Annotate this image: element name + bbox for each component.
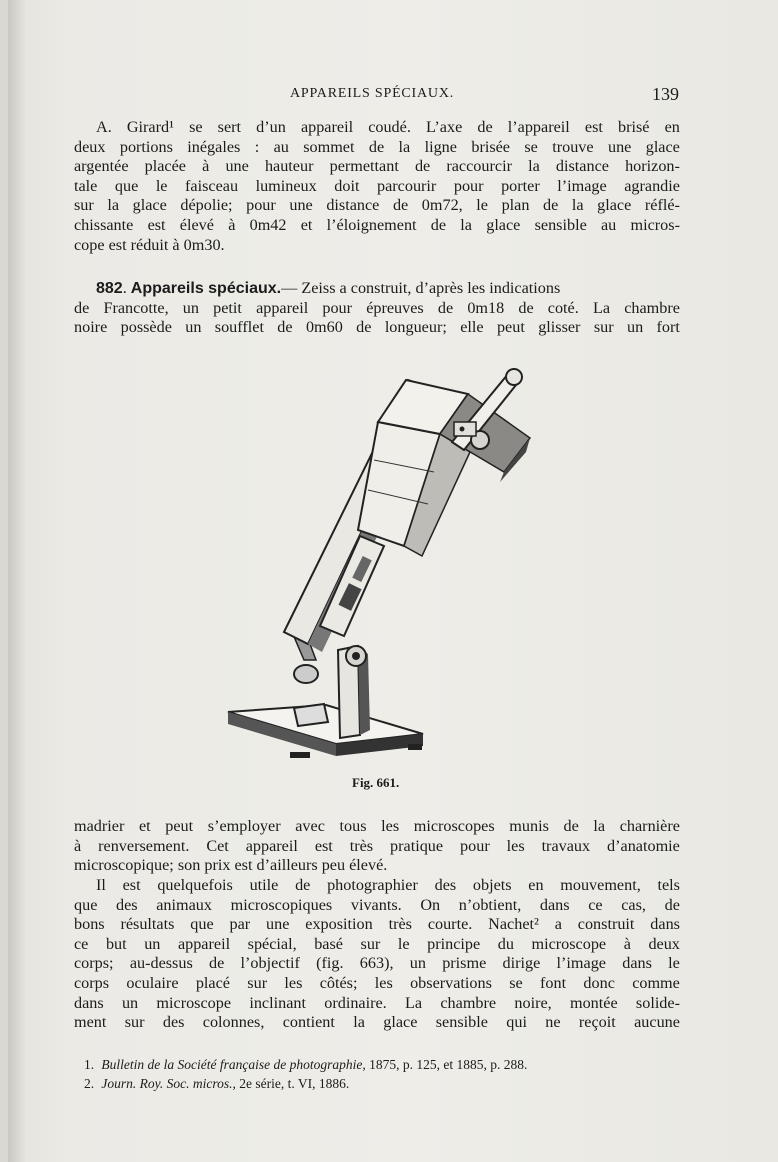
text-line: Il est quelquefois utile de photographier des objets en mouvement, tels [96, 876, 680, 894]
page-header [8, 86, 778, 108]
footnotes [84, 1055, 684, 1093]
text-line: ment sur des colonnes, contient la glace sensible qui ne reçoit aucune [74, 1013, 680, 1032]
zeiss-photomicrographic-apparatus-illustration [208, 360, 568, 780]
text-line: madrier et peut s’employer avec tous les microscopes munis de la charnière [74, 817, 680, 835]
text-line: A. Girard¹ se sert d’un appareil coudé. L’axe de l’appareil est brisé en [96, 118, 680, 136]
text-line: corps; au-dessus de l’objectif (fig. 663), un prisme dirige l’image dans le [74, 954, 680, 973]
text-line: argentée placée à une hauteur permettant de raccourcir la distance horizon- [74, 157, 680, 176]
footnote-details: 1875, p. 125, et 1885, p. 288. [365, 1057, 528, 1072]
paragraph-continuation [74, 817, 680, 876]
text-line: chissante est élevé à 0m42 et l’éloignement de la glace sensible au micros- [74, 215, 680, 234]
text-line: de Francotte, un petit appareil pour épreuves de 0m18 de coté. La chambre [74, 298, 680, 317]
footnote [84, 1074, 684, 1093]
text-line: que des animaux microscopiques vivants. On n’obtient, dans ce cas, de [74, 895, 680, 914]
section-882 [74, 279, 680, 338]
page-number: 139 [652, 84, 679, 104]
text-line: bons résultats que par une exposition très courte. Nachet² a construit dans [74, 915, 680, 934]
footnote-source: Bulletin de la Société française de photographie, [101, 1057, 366, 1072]
text-line: corps oculaire placé sur les côtés; les observations se font donc comme [74, 973, 680, 992]
book-page [8, 0, 778, 1162]
section-heading-line: 882 . Appareils spéciaux. — Zeiss a construit, d’après les indications [96, 279, 561, 297]
text-line: sur la glace dépolie; pour une distance de 0m72, le plan de la glace réflé- [74, 196, 680, 215]
text-line: ce but un appareil spécial, basé sur le principe du microscope à deux [74, 934, 680, 953]
footnote-details: 2e série, t. VI, 1886. [235, 1076, 350, 1091]
text-line: tale que le faisceau lumineux doit parcourir pour porter l’image agrandie [74, 176, 680, 195]
footnote-number: 2. [84, 1076, 95, 1091]
section-number: 882 [96, 280, 123, 297]
footnote [84, 1055, 684, 1074]
footnote-source: Journ. Roy. Soc. micros., [101, 1076, 236, 1091]
text-line: cope est réduit à 0m30. [74, 235, 225, 254]
section-title: Appareils spéciaux. [130, 280, 282, 297]
text-line: deux portions inégales : au sommet de la ligne brisée se trouve une glace [74, 137, 680, 156]
text-line: — Zeiss a construit, d’après les indications [281, 279, 561, 297]
text-line: microscopique; son prix est d’ailleurs peu élevé. [74, 856, 388, 875]
figure-caption: Fig. 661. [352, 775, 400, 790]
paragraph-nachet [74, 876, 680, 1033]
running-title: APPAREILS SPÉCIAUX. [290, 86, 455, 101]
text-line: à renversement. Cet appareil est très pratique pour les travaux d’anatomie [74, 836, 680, 855]
paragraph-girard [74, 118, 680, 255]
text-line: noire possède un soufflet de 0m60 de longueur; elle peut glisser sur un fort [74, 318, 680, 337]
text-line: dans un microscope inclinant ordinaire. La chambre noire, montée solide- [74, 993, 680, 1012]
footnote-number: 1. [84, 1057, 95, 1072]
